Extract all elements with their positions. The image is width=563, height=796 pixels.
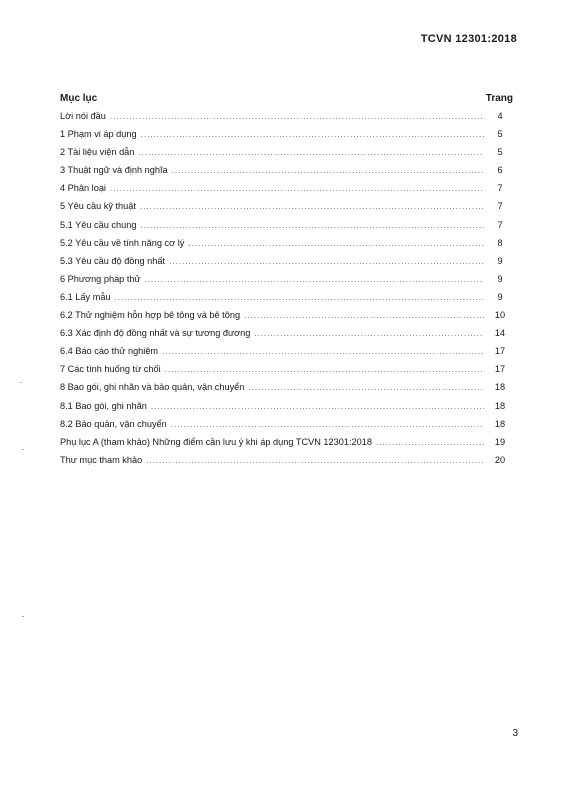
toc-entry-title: 6.3 Xác định độ đồng nhất và sự tương đương — [60, 328, 251, 339]
toc-entry-page: 19 — [494, 436, 506, 447]
dot-leader — [145, 275, 484, 284]
toc-entry-page: 17 — [494, 364, 506, 375]
scan-mark — [22, 616, 24, 617]
toc-entry-title: 2 Tài liệu viện dẫn — [60, 147, 135, 158]
toc-entry[interactable] — [60, 165, 512, 183]
toc-entry[interactable] — [60, 129, 512, 147]
toc-entry-title: Lời nói đầu — [60, 111, 106, 121]
toc-entry-page: 14 — [494, 328, 506, 339]
dot-leader — [140, 221, 484, 230]
dot-leader — [151, 402, 484, 411]
toc-entry[interactable] — [60, 382, 512, 400]
scan-mark — [20, 382, 22, 383]
dot-leader — [110, 184, 484, 193]
toc-entry[interactable] — [60, 238, 512, 256]
toc-entry-page: 8 — [497, 237, 503, 248]
dot-leader — [169, 257, 484, 266]
toc-entry-page: 9 — [497, 273, 503, 284]
dot-leader — [115, 293, 484, 302]
dot-leader — [188, 239, 484, 248]
toc-entry-title: 3 Thuật ngữ và định nghĩa — [60, 165, 168, 176]
toc-list — [60, 111, 512, 473]
toc-entry-title: 1 Phạm vi áp dụng — [60, 129, 137, 140]
dot-leader — [146, 456, 484, 465]
toc-entry-page: 18 — [494, 400, 506, 411]
dot-leader — [171, 420, 484, 429]
dot-leader — [162, 347, 484, 356]
toc-entry-title: 5.3 Yêu cầu độ đồng nhất — [60, 255, 166, 266]
toc-entry[interactable] — [60, 455, 512, 473]
toc-entry-page: 20 — [494, 454, 506, 465]
toc-heading: Mục lục — [60, 93, 98, 104]
toc-entry-page: 4 — [497, 111, 503, 121]
toc-entry-page: 18 — [494, 418, 506, 429]
page-column-label: Trang — [485, 93, 513, 104]
toc-entry[interactable] — [60, 220, 512, 238]
toc-entry[interactable] — [60, 111, 512, 129]
toc-entry[interactable] — [60, 201, 512, 219]
toc-entry-title: 6.4 Báo cáo thử nghiệm — [60, 346, 159, 357]
toc-entry-page: 9 — [497, 291, 503, 302]
toc-entry-page: 6 — [497, 165, 503, 176]
dot-leader — [138, 148, 484, 157]
toc-entry-title: 5.1 Yêu cầu chung — [60, 219, 137, 230]
page-number: 3 — [512, 728, 518, 739]
toc-entry-title: 5 Yêu cầu kỹ thuật — [60, 201, 136, 212]
toc-entry[interactable] — [60, 292, 512, 310]
toc-entry-page: 18 — [494, 382, 506, 393]
toc-header — [60, 93, 513, 104]
dot-leader — [165, 365, 484, 374]
dot-leader — [172, 166, 484, 175]
toc-entry-title: 6.1 Lấy mẫu — [60, 291, 111, 302]
toc-entry[interactable] — [60, 256, 512, 274]
toc-entry-title: 8 Bao gói, ghi nhãn và bảo quản, vận chuyển — [60, 382, 245, 393]
dot-leader — [110, 112, 484, 121]
toc-entry-title: 7 Các tình huống từ chối — [60, 364, 161, 375]
standard-code: TCVN 12301:2018 — [420, 33, 517, 45]
toc-entry[interactable] — [60, 328, 512, 346]
toc-entry[interactable] — [60, 364, 512, 382]
dot-leader — [254, 329, 484, 338]
toc-entry-title: 4 Phân loại — [60, 183, 106, 194]
toc-entry[interactable] — [60, 437, 512, 455]
toc-entry-title: Phụ lục A (tham khảo) Những điểm cần lưu ý khi áp dụng TCVN 12301:2018 — [60, 436, 372, 447]
scan-mark — [22, 449, 24, 450]
toc-entry-title: 6.2 Thử nghiệm hỗn hợp bê tông và bê tông — [60, 310, 241, 321]
dot-leader — [141, 130, 484, 139]
toc-entry[interactable] — [60, 346, 512, 364]
toc-entry[interactable] — [60, 147, 512, 165]
toc-entry-page: 7 — [497, 183, 503, 194]
toc-entry-page: 7 — [497, 219, 503, 230]
toc-entry-page: 5 — [497, 147, 503, 158]
toc-entry-title: 6 Phương pháp thử — [60, 273, 141, 284]
toc-entry[interactable] — [60, 401, 512, 419]
toc-entry-page: 17 — [494, 346, 506, 357]
dot-leader — [376, 438, 484, 447]
toc-entry-title: 8.2 Bảo quản, vận chuyển — [60, 418, 167, 429]
toc-entry-title: 8.1 Bao gói, ghi nhãn — [60, 400, 147, 411]
toc-entry[interactable] — [60, 310, 512, 328]
toc-entry[interactable] — [60, 419, 512, 437]
toc-entry[interactable] — [60, 274, 512, 292]
toc-entry-title: Thư mục tham khảo — [60, 454, 143, 465]
toc-entry-page: 7 — [497, 201, 503, 212]
toc-entry-page: 9 — [497, 255, 503, 266]
toc-entry[interactable] — [60, 183, 512, 201]
dot-leader — [140, 202, 484, 211]
toc-entry-page: 5 — [497, 129, 503, 140]
toc-entry-title: 5.2 Yêu cầu về tính năng cơ lý — [60, 237, 185, 248]
toc-entry-page: 10 — [494, 310, 506, 321]
dot-leader — [244, 311, 484, 320]
dot-leader — [248, 383, 484, 392]
